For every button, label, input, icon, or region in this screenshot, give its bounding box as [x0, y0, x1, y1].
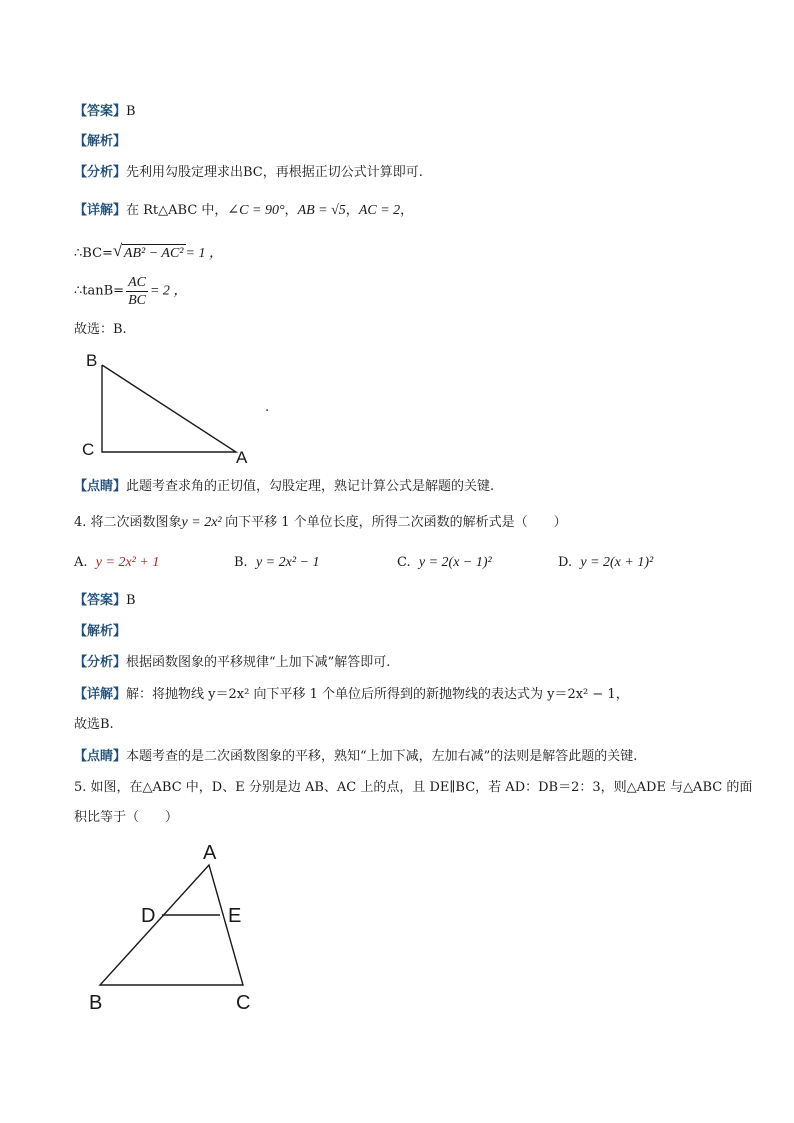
q3-fenxi-text: 先利用勾股定理求出BC，再根据正切公式计算即可. [126, 165, 423, 180]
tan-numerator: AC [128, 275, 146, 290]
dianjing-tag: 【点睛】 [74, 749, 127, 764]
q4-choose-line [74, 715, 114, 735]
angle-c-expr: ∠C = 90° [227, 203, 285, 218]
vertex-label-b: B [89, 992, 103, 1014]
option-b-expr: y = 2x² − 1 [255, 555, 320, 570]
stray-dot: . [265, 400, 270, 415]
ac-expr: AC = 2 [358, 203, 401, 218]
analysis-tag: 【解析】 [74, 134, 127, 149]
q3-dianjing-text: 此题考查求角的正切值，勾股定理，熟记计算公式是解题的关键. [126, 479, 495, 494]
fenxi-tag: 【分析】 [74, 655, 127, 670]
answer-tag: 【答案】 [74, 593, 127, 608]
option-b-letter: B. [234, 555, 248, 570]
q3-fenxi-line [74, 163, 423, 183]
q3-tan-line [74, 274, 187, 309]
sqrt-icon: √ [112, 241, 123, 260]
q5-triangle-figure [80, 838, 280, 1018]
analysis-tag: 【解析】 [74, 624, 127, 639]
q3-answer-line [74, 102, 136, 122]
q4-stem-func: y = 2x² [181, 515, 226, 530]
q4-stem-suffix: 向下平移 1 个单位长度，所得二次函数的解析式是（ ） [225, 515, 567, 530]
option-a[interactable] [74, 555, 159, 571]
q4-answer-value: B [126, 593, 136, 608]
q4-choose: 故选B. [74, 717, 114, 732]
q4-detail-line [74, 685, 629, 705]
triangle-abc-outline [100, 865, 243, 985]
q4-stem [74, 513, 567, 533]
q4-answer-line [74, 591, 136, 611]
bc-sqrt [112, 241, 186, 264]
q3-choose: 故选：B. [74, 322, 127, 337]
option-d-letter: D. [558, 555, 573, 570]
ab-expr: AB = √5 [297, 203, 346, 218]
q3-dianjing-line [74, 477, 494, 497]
triangle-abc-shape [102, 365, 236, 452]
vertex-label-a: A [236, 448, 248, 467]
q3-choose-line [74, 320, 127, 340]
option-c-letter: C. [397, 555, 411, 570]
option-c-expr: y = 2(x − 1)² [418, 555, 492, 570]
q3-triangle-figure [70, 345, 270, 465]
vertex-label-c: C [236, 992, 251, 1014]
q4-stem-prefix: 4. 将二次函数图象 [74, 515, 182, 530]
q5-stem-line1: 5. 如图，在△ABC 中，D、E 分别是边 AB、AC 上的点，且 DE∥BC，若 AD：DB＝2：3，则△ADE 与△ABC 的面 [74, 780, 753, 795]
option-d-expr: y = 2(x + 1)² [580, 555, 654, 570]
dianjing-tag: 【点睛】 [74, 479, 127, 494]
tan-fraction [126, 274, 148, 309]
q3-detail-line: 【详解】在 Rt△ABC 中，∠C = 90°，AB = √5，AC = 2， [74, 203, 414, 218]
vertex-label-a: A [203, 842, 217, 864]
bc-radicand: AB² − AC² [123, 246, 184, 261]
q4-dianjing-text: 本题考查的是二次函数图象的平移，熟知“上加下减，左加右减”的法则是解答此题的关键. [126, 749, 638, 764]
vertex-label-c: C [82, 440, 95, 459]
xiangjie-tag: 【详解】 [74, 687, 127, 702]
option-a-expr: y = 2x² + 1 [95, 555, 160, 570]
q3-answer-value: B [126, 104, 136, 119]
bc-result: = 1 ， [185, 246, 223, 261]
tan-result: = 2 ， [149, 283, 188, 299]
tan-prefix: ∴tanB= [74, 283, 125, 299]
xiangjie-tag: 【详解】 [74, 203, 127, 218]
fenxi-tag: 【分析】 [74, 165, 127, 180]
q3-analysis-line [74, 132, 126, 152]
option-b[interactable] [234, 555, 319, 571]
option-c[interactable] [397, 555, 492, 571]
vertex-label-b: B [86, 351, 98, 370]
q4-detail-text: 解：将抛物线 y＝2x² 向下平移 1 个单位后所得到的新抛物线的表达式为 y＝2x² − 1， [126, 687, 629, 702]
point-label-e: E [228, 905, 242, 927]
option-d[interactable] [558, 555, 653, 571]
q4-fenxi-line [74, 653, 390, 673]
q5-stem-line2: 积比等于（ ） [74, 810, 179, 825]
q4-analysis-line [74, 622, 126, 642]
q4-fenxi-text: 根据函数图象的平移规律“上加下减”解答即可. [126, 655, 391, 670]
bc-prefix: ∴BC= [74, 246, 113, 261]
point-label-d: D [141, 905, 156, 927]
q3-bc-line [74, 241, 223, 264]
answer-tag: 【答案】 [74, 104, 127, 119]
option-a-letter: A. [74, 555, 88, 570]
q3-detail-prefix: 在 Rt△ABC 中， [126, 203, 228, 218]
tan-denominator: BC [128, 293, 146, 308]
q4-dianjing-line [74, 747, 637, 767]
